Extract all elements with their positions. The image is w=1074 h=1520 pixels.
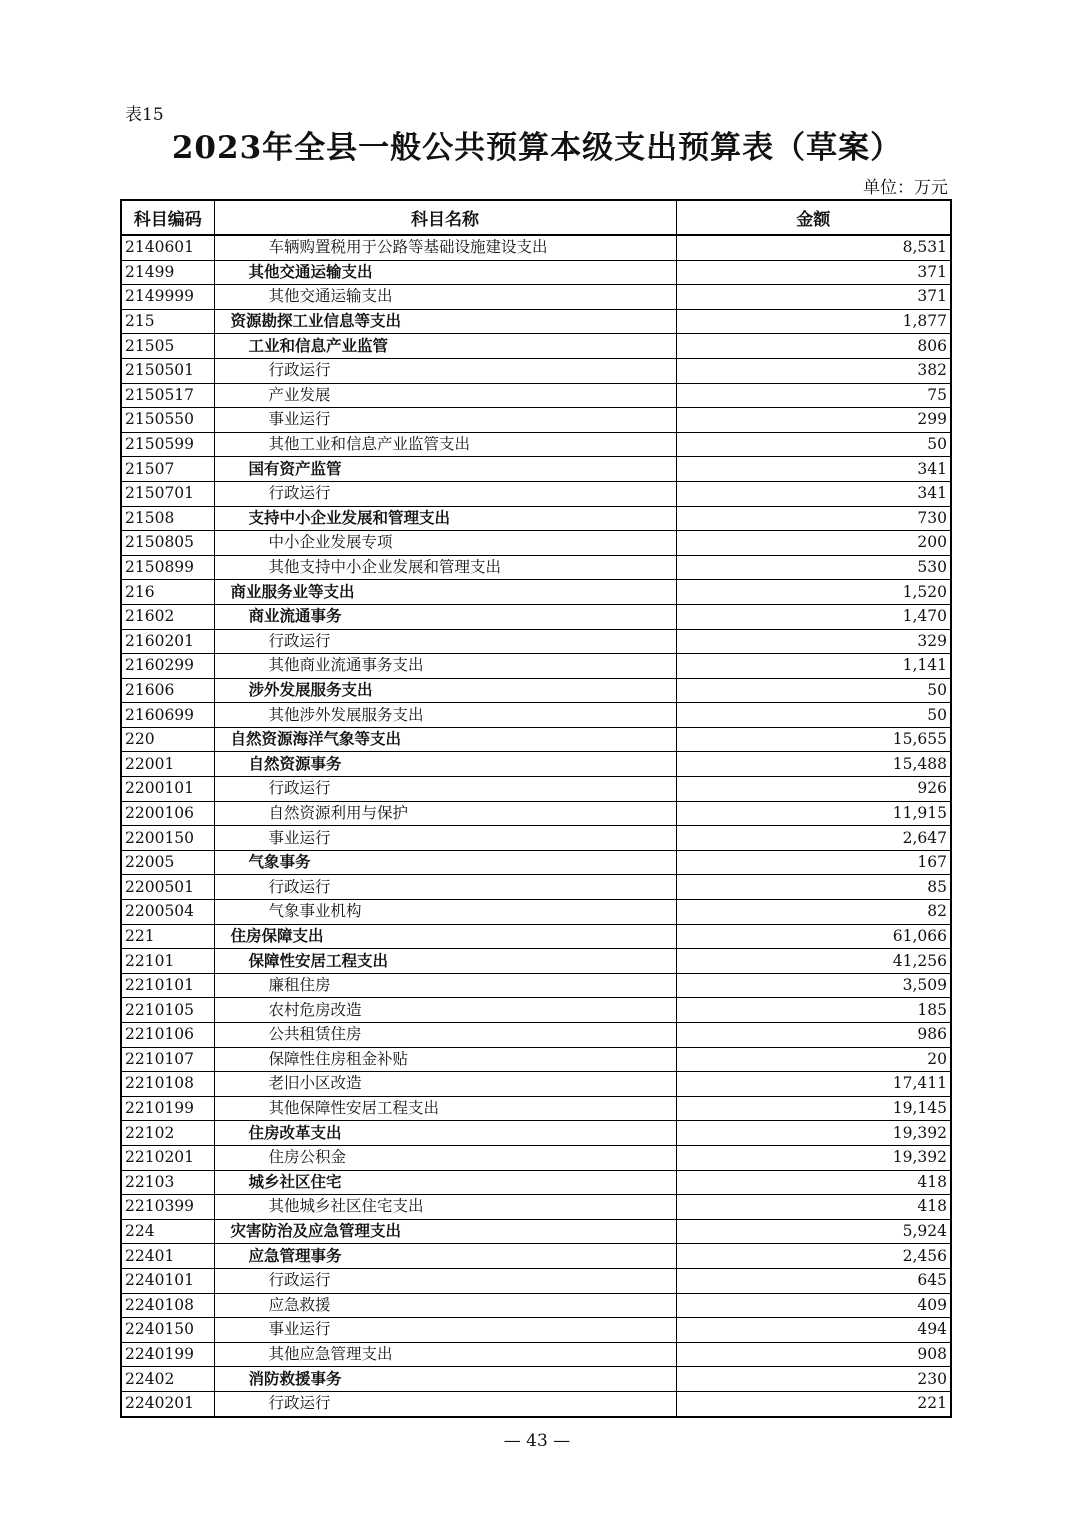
table-row <box>121 875 951 900</box>
table-row <box>121 752 951 777</box>
table-row <box>121 1195 951 1220</box>
subject-code-cell: 22401 <box>121 1244 214 1269</box>
subject-name-cell: 农村危房改造 <box>214 998 676 1023</box>
subject-name-cell: 廉租住房 <box>214 973 676 998</box>
amount-cell: 19,392 <box>676 1121 951 1146</box>
table-row <box>121 334 951 359</box>
subject-name-cell: 行政运行 <box>214 481 676 506</box>
table-row <box>121 481 951 506</box>
subject-code-cell: 2210106 <box>121 1023 214 1048</box>
subject-code-cell: 2240150 <box>121 1318 214 1343</box>
amount-cell: 19,145 <box>676 1096 951 1121</box>
table-row <box>121 358 951 383</box>
subject-name-cell: 行政运行 <box>214 629 676 654</box>
subject-name-cell: 住房公积金 <box>214 1145 676 1170</box>
amount-cell: 15,488 <box>676 752 951 777</box>
subject-code-cell: 2200501 <box>121 875 214 900</box>
table-row <box>121 1391 951 1416</box>
subject-name-cell: 住房改革支出 <box>214 1121 676 1146</box>
table-row <box>121 1170 951 1195</box>
subject-code-cell: 21507 <box>121 457 214 482</box>
subject-name-cell: 保障性住房租金补贴 <box>214 1047 676 1072</box>
subject-code-cell: 2150517 <box>121 383 214 408</box>
subject-code-cell: 2140601 <box>121 235 214 260</box>
amount-cell: 371 <box>676 285 951 310</box>
page-title: 2023年全县一般公共预算本级支出预算表（草案） <box>171 130 903 166</box>
table-row <box>121 260 951 285</box>
subject-code-cell: 22101 <box>121 949 214 974</box>
table-row <box>121 777 951 802</box>
amount-cell: 329 <box>676 629 951 654</box>
subject-code-cell: 2160699 <box>121 703 214 728</box>
amount-cell: 341 <box>676 457 951 482</box>
amount-cell: 5,924 <box>676 1219 951 1244</box>
subject-name-cell: 国有资产监管 <box>214 457 676 482</box>
column-header-amount: 金额 <box>676 200 951 235</box>
amount-cell: 8,531 <box>676 235 951 260</box>
amount-cell: 645 <box>676 1268 951 1293</box>
amount-cell: 2,456 <box>676 1244 951 1269</box>
table-row <box>121 432 951 457</box>
column-header-name: 科目名称 <box>214 200 676 235</box>
amount-cell: 19,392 <box>676 1145 951 1170</box>
subject-code-cell: 2240101 <box>121 1268 214 1293</box>
table-row <box>121 604 951 629</box>
subject-code-cell: 2150805 <box>121 531 214 556</box>
subject-name-cell: 城乡社区住宅 <box>214 1170 676 1195</box>
table-row <box>121 924 951 949</box>
amount-cell: 75 <box>676 383 951 408</box>
subject-name-cell: 保障性安居工程支出 <box>214 949 676 974</box>
subject-code-cell: 2149999 <box>121 285 214 310</box>
amount-cell: 730 <box>676 506 951 531</box>
table-row <box>121 703 951 728</box>
amount-cell: 1,520 <box>676 580 951 605</box>
amount-cell: 11,915 <box>676 801 951 826</box>
amount-cell: 2,647 <box>676 826 951 851</box>
subject-name-cell: 行政运行 <box>214 777 676 802</box>
amount-cell: 986 <box>676 1023 951 1048</box>
subject-code-cell: 2210105 <box>121 998 214 1023</box>
table-row <box>121 973 951 998</box>
subject-name-cell: 行政运行 <box>214 875 676 900</box>
subject-name-cell: 应急救援 <box>214 1293 676 1318</box>
amount-cell: 341 <box>676 481 951 506</box>
subject-name-cell: 事业运行 <box>214 826 676 851</box>
subject-name-cell: 事业运行 <box>214 1318 676 1343</box>
table-row <box>121 998 951 1023</box>
amount-cell: 530 <box>676 555 951 580</box>
subject-name-cell: 自然资源利用与保护 <box>214 801 676 826</box>
table-row <box>121 1219 951 1244</box>
page-number: — 43 — <box>503 1431 571 1451</box>
subject-name-cell: 支持中小企业发展和管理支出 <box>214 506 676 531</box>
amount-cell: 85 <box>676 875 951 900</box>
table-row <box>121 629 951 654</box>
amount-cell: 167 <box>676 850 951 875</box>
subject-name-cell: 其他交通运输支出 <box>214 260 676 285</box>
subject-code-cell: 2160299 <box>121 654 214 679</box>
table-row <box>121 727 951 752</box>
subject-name-cell: 其他保障性安居工程支出 <box>214 1096 676 1121</box>
subject-code-cell: 2160201 <box>121 629 214 654</box>
subject-name-cell: 自然资源海洋气象等支出 <box>214 727 676 752</box>
subject-name-cell: 行政运行 <box>214 358 676 383</box>
subject-name-cell: 气象事业机构 <box>214 900 676 925</box>
amount-cell: 200 <box>676 531 951 556</box>
subject-code-cell: 2240201 <box>121 1391 214 1416</box>
table-row <box>121 457 951 482</box>
subject-name-cell: 中小企业发展专项 <box>214 531 676 556</box>
amount-cell: 371 <box>676 260 951 285</box>
amount-cell: 50 <box>676 678 951 703</box>
amount-cell: 1,141 <box>676 654 951 679</box>
subject-code-cell: 2150599 <box>121 432 214 457</box>
subject-name-cell: 行政运行 <box>214 1268 676 1293</box>
table-row <box>121 531 951 556</box>
table-row <box>121 949 951 974</box>
amount-cell: 926 <box>676 777 951 802</box>
table-row <box>121 1047 951 1072</box>
table-row <box>121 408 951 433</box>
amount-cell: 82 <box>676 900 951 925</box>
amount-cell: 230 <box>676 1367 951 1392</box>
table-row <box>121 654 951 679</box>
table-row <box>121 678 951 703</box>
column-header-code: 科目编码 <box>121 200 214 235</box>
subject-name-cell: 消防救援事务 <box>214 1367 676 1392</box>
table-row <box>121 1145 951 1170</box>
amount-cell: 418 <box>676 1170 951 1195</box>
subject-code-cell: 2150899 <box>121 555 214 580</box>
subject-name-cell: 车辆购置税用于公路等基础设施建设支出 <box>214 235 676 260</box>
table-row <box>121 1244 951 1269</box>
subject-code-cell: 2200106 <box>121 801 214 826</box>
subject-code-cell: 2210108 <box>121 1072 214 1097</box>
subject-code-cell: 224 <box>121 1219 214 1244</box>
subject-code-cell: 21602 <box>121 604 214 629</box>
subject-name-cell: 住房保障支出 <box>214 924 676 949</box>
subject-code-cell: 2210101 <box>121 973 214 998</box>
subject-name-cell: 事业运行 <box>214 408 676 433</box>
table-row <box>121 1342 951 1367</box>
table-row <box>121 1268 951 1293</box>
subject-name-cell: 商业流通事务 <box>214 604 676 629</box>
amount-cell: 61,066 <box>676 924 951 949</box>
amount-cell: 382 <box>676 358 951 383</box>
table-row <box>121 900 951 925</box>
subject-name-cell: 气象事务 <box>214 850 676 875</box>
subject-name-cell: 产业发展 <box>214 383 676 408</box>
subject-code-cell: 22005 <box>121 850 214 875</box>
table-row <box>121 285 951 310</box>
table-row <box>121 235 951 260</box>
subject-code-cell: 22103 <box>121 1170 214 1195</box>
subject-code-cell: 221 <box>121 924 214 949</box>
table-row <box>121 1367 951 1392</box>
table-row <box>121 801 951 826</box>
subject-name-cell: 应急管理事务 <box>214 1244 676 1269</box>
amount-cell: 3,509 <box>676 973 951 998</box>
subject-code-cell: 2150701 <box>121 481 214 506</box>
amount-cell: 409 <box>676 1293 951 1318</box>
subject-name-cell: 公共租赁住房 <box>214 1023 676 1048</box>
subject-code-cell: 2210201 <box>121 1145 214 1170</box>
amount-cell: 17,411 <box>676 1072 951 1097</box>
subject-code-cell: 22001 <box>121 752 214 777</box>
table-row <box>121 309 951 334</box>
subject-name-cell: 自然资源事务 <box>214 752 676 777</box>
budget-table <box>120 199 952 1418</box>
subject-code-cell: 2200101 <box>121 777 214 802</box>
subject-code-cell: 21606 <box>121 678 214 703</box>
subject-code-cell: 2150501 <box>121 358 214 383</box>
subject-code-cell: 215 <box>121 309 214 334</box>
unit-label: 单位：万元 <box>863 178 948 198</box>
subject-code-cell: 21505 <box>121 334 214 359</box>
subject-code-cell: 22402 <box>121 1367 214 1392</box>
table-row <box>121 850 951 875</box>
table-row <box>121 1023 951 1048</box>
subject-name-cell: 其他商业流通事务支出 <box>214 654 676 679</box>
subject-name-cell: 行政运行 <box>214 1391 676 1416</box>
subject-name-cell: 工业和信息产业监管 <box>214 334 676 359</box>
subject-code-cell: 2240108 <box>121 1293 214 1318</box>
amount-cell: 1,470 <box>676 604 951 629</box>
subject-code-cell: 2210107 <box>121 1047 214 1072</box>
amount-cell: 221 <box>676 1391 951 1416</box>
amount-cell: 50 <box>676 432 951 457</box>
subject-name-cell: 商业服务业等支出 <box>214 580 676 605</box>
table-row <box>121 580 951 605</box>
amount-cell: 20 <box>676 1047 951 1072</box>
subject-name-cell: 其他应急管理支出 <box>214 1342 676 1367</box>
table-row <box>121 555 951 580</box>
subject-name-cell: 其他涉外发展服务支出 <box>214 703 676 728</box>
subject-name-cell: 其他交通运输支出 <box>214 285 676 310</box>
subject-code-cell: 2150550 <box>121 408 214 433</box>
table-row <box>121 1072 951 1097</box>
subject-code-cell: 2200150 <box>121 826 214 851</box>
table-row <box>121 1318 951 1343</box>
subject-name-cell: 其他城乡社区住宅支出 <box>214 1195 676 1220</box>
amount-cell: 418 <box>676 1195 951 1220</box>
amount-cell: 41,256 <box>676 949 951 974</box>
subject-name-cell: 灾害防治及应急管理支出 <box>214 1219 676 1244</box>
subject-name-cell: 老旧小区改造 <box>214 1072 676 1097</box>
table-row <box>121 383 951 408</box>
table-header-row <box>121 200 951 235</box>
amount-cell: 806 <box>676 334 951 359</box>
amount-cell: 15,655 <box>676 727 951 752</box>
subject-code-cell: 2210199 <box>121 1096 214 1121</box>
subject-name-cell: 资源勘探工业信息等支出 <box>214 309 676 334</box>
subject-code-cell: 21499 <box>121 260 214 285</box>
amount-cell: 1,877 <box>676 309 951 334</box>
table-row <box>121 506 951 531</box>
subject-code-cell: 21508 <box>121 506 214 531</box>
subject-code-cell: 2200504 <box>121 900 214 925</box>
table-number: 表15 <box>125 105 164 125</box>
table-body <box>121 235 951 1417</box>
amount-cell: 50 <box>676 703 951 728</box>
table-row <box>121 826 951 851</box>
subject-code-cell: 22102 <box>121 1121 214 1146</box>
subject-code-cell: 2210399 <box>121 1195 214 1220</box>
table-row <box>121 1121 951 1146</box>
amount-cell: 494 <box>676 1318 951 1343</box>
amount-cell: 908 <box>676 1342 951 1367</box>
subject-code-cell: 216 <box>121 580 214 605</box>
amount-cell: 185 <box>676 998 951 1023</box>
subject-name-cell: 其他工业和信息产业监管支出 <box>214 432 676 457</box>
subject-code-cell: 2240199 <box>121 1342 214 1367</box>
table-row <box>121 1293 951 1318</box>
amount-cell: 299 <box>676 408 951 433</box>
table-row <box>121 1096 951 1121</box>
subject-name-cell: 涉外发展服务支出 <box>214 678 676 703</box>
subject-name-cell: 其他支持中小企业发展和管理支出 <box>214 555 676 580</box>
subject-code-cell: 220 <box>121 727 214 752</box>
